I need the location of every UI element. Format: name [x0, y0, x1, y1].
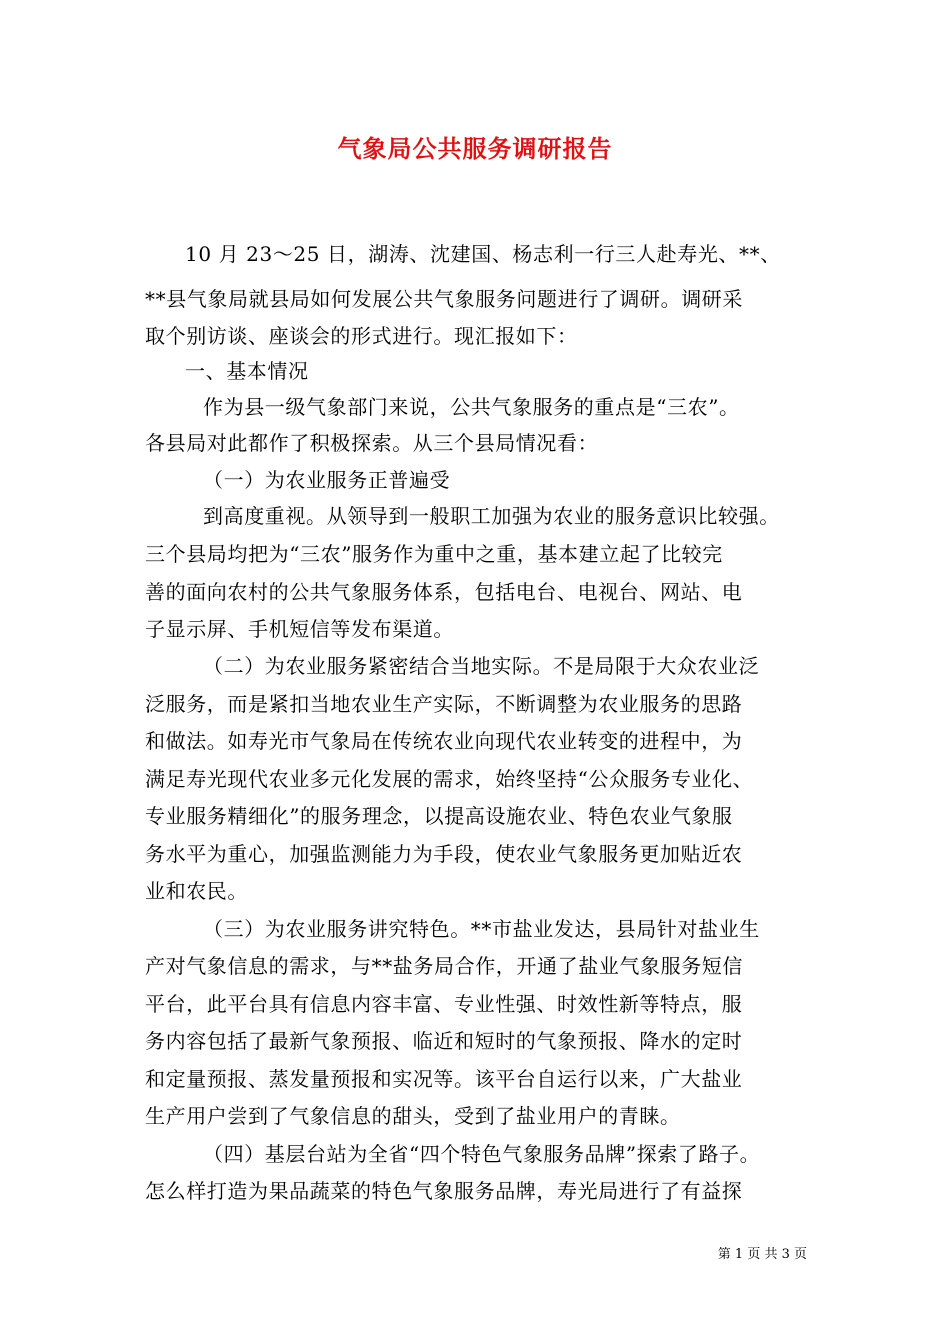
body-line: 产对气象信息的需求，与**盐务局合作，开通了盐业气象服务短信	[145, 954, 743, 978]
body-line: 10 月 23～25 日，湖涛、沈建国、杨志利一行三人赴寿光、**、	[185, 242, 781, 266]
section-heading: 一、基本情况	[185, 359, 309, 383]
subsection-heading: （一）为农业服务正普遍受	[203, 468, 451, 492]
body-line: 三个县局均把为“三农”服务作为重中之重，基本建立起了比较完	[145, 542, 723, 566]
page-number: 第 1 页 共 3 页	[717, 1247, 807, 1262]
body-line: （四）基层台站为全省“四个特色气象服务品牌”探索了路子。	[203, 1142, 761, 1166]
body-line: 善的面向农村的公共气象服务体系，包括电台、电视台、网站、电	[145, 580, 743, 604]
body-line: 和做法。如寿光市气象局在传统农业向现代农业转变的进程中，为	[145, 729, 743, 753]
body-line: 务水平为重心，加强监测能力为手段，使农业气象服务更加贴近农	[145, 842, 743, 866]
body-line: 和定量预报、蒸发量预报和实况等。该平台自运行以来，广大盐业	[145, 1067, 743, 1091]
body-line: 生产用户尝到了气象信息的甜头，受到了盐业用户的青睐。	[145, 1104, 681, 1128]
body-line: 务内容包括了最新气象预报、临近和短时的气象预报、降水的定时	[145, 1029, 743, 1053]
body-line: 业和农民。	[145, 879, 248, 903]
body-line: 怎么样打造为果品蔬菜的特色气象服务品牌，寿光局进行了有益探	[145, 1179, 743, 1203]
body-line: （三）为农业服务讲究特色。**市盐业发达，县局针对盐业生	[203, 917, 760, 941]
body-line: 泛服务，而是紧扣当地农业生产实际，不断调整为农业服务的思路	[145, 692, 743, 716]
body-line: 子显示屏、手机短信等发布渠道。	[145, 617, 454, 641]
body-line: 专业服务精细化”的服务理念，以提高设施农业、特色农业气象服	[145, 804, 733, 828]
body-line: 到高度重视。从领导到一般职工加强为农业的服务意识比较强。	[203, 504, 780, 528]
body-line: 平台，此平台具有信息内容丰富、专业性强、时效性新等特点，服	[145, 992, 743, 1016]
document-title: 气象局公共服务调研报告	[337, 134, 613, 163]
body-line: 取个别访谈、座谈会的形式进行。现汇报如下：	[145, 324, 578, 348]
body-line: 作为县一级气象部门来说，公共气象服务的重点是“三农”。	[203, 395, 740, 419]
body-line: 满足寿光现代农业多元化发展的需求，始终坚持“公众服务专业化、	[145, 767, 754, 791]
body-line: （二）为农业服务紧密结合当地实际。不是局限于大众农业泛	[203, 654, 760, 678]
body-line: 各县局对此都作了积极探索。从三个县局情况看：	[145, 431, 599, 455]
body-line: **县气象局就县局如何发展公共气象服务问题进行了调研。调研采	[145, 287, 743, 311]
